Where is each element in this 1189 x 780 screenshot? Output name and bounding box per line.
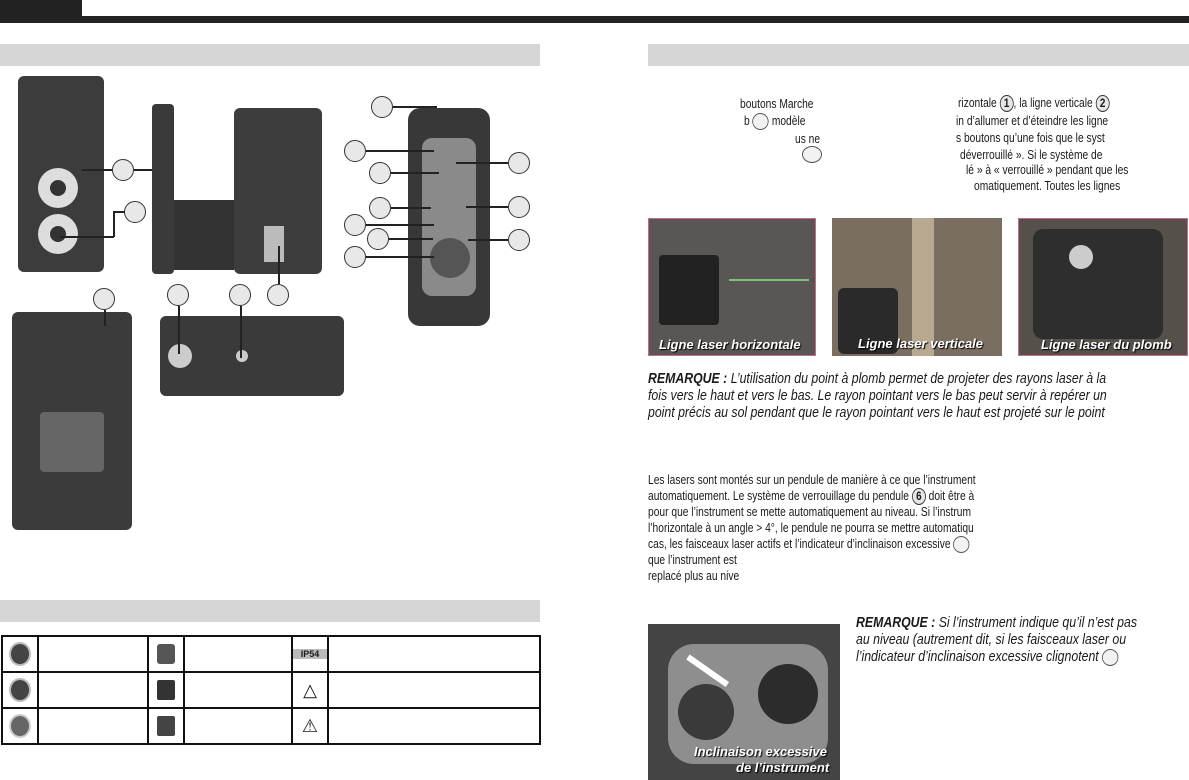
table-cell bbox=[328, 708, 540, 744]
callout-circle bbox=[508, 196, 530, 218]
callout-circle bbox=[112, 159, 134, 181]
note-remarque: REMARQUE : L’utilisation du point à plomb permet de projeter des rayons laser à la bbox=[648, 370, 1107, 387]
leader-line bbox=[178, 306, 180, 354]
photo-caption: Ligne laser verticale bbox=[858, 336, 984, 351]
leader-line bbox=[60, 236, 114, 238]
callout-circle bbox=[753, 113, 769, 130]
table-cell bbox=[38, 672, 148, 708]
leader-line bbox=[113, 211, 115, 237]
callout-circle bbox=[1102, 649, 1118, 666]
table-cell bbox=[328, 672, 540, 708]
battery-icon bbox=[157, 644, 175, 664]
photo-caption: Inclinaison excessive bbox=[694, 744, 827, 759]
note-line: fois vers le haut et vers le bas. Le rayon pointant vers le bas peut servir à repérer un bbox=[648, 387, 1107, 404]
callout-circle bbox=[344, 140, 366, 162]
leader-line bbox=[366, 256, 434, 258]
leader-line bbox=[366, 150, 434, 152]
text-line: que l’instrument est bbox=[648, 553, 737, 567]
bracket-view bbox=[152, 104, 174, 274]
table-cell bbox=[184, 708, 292, 744]
leader-line bbox=[393, 106, 437, 108]
table-cell bbox=[2, 672, 38, 708]
callout-circle bbox=[953, 536, 969, 553]
text-fragment: boutons Marche bbox=[740, 97, 814, 111]
table-cell bbox=[38, 636, 148, 672]
text-fragment: déverrouillé ». Si le système de bbox=[960, 148, 1103, 162]
power-icon bbox=[9, 642, 31, 666]
laser-warning-icon: △ bbox=[303, 680, 317, 700]
section-bar-modes bbox=[648, 44, 1189, 66]
callout-circle bbox=[508, 152, 530, 174]
callout-number: 2 bbox=[1096, 95, 1110, 112]
callout-circle bbox=[267, 284, 289, 306]
text-fragment: s boutons qu’une fois que le syst bbox=[956, 131, 1105, 145]
section-bar-parts bbox=[0, 44, 540, 66]
leader-line bbox=[366, 224, 434, 226]
note-line: au niveau (autrement dit, si les faisceaux laser ou bbox=[856, 631, 1127, 648]
table-cell bbox=[148, 636, 184, 672]
leader-line bbox=[456, 162, 508, 164]
leader-line bbox=[391, 207, 431, 209]
leader-line bbox=[113, 211, 125, 213]
callout-circle bbox=[508, 229, 530, 251]
callout-number: 1 bbox=[1000, 95, 1014, 112]
leader-line bbox=[278, 246, 280, 284]
table-cell bbox=[148, 708, 184, 744]
photo-horizontal-line bbox=[648, 218, 816, 356]
text-line: cas, les faisceaux laser actifs et l’indicateur d’inclinaison excessive bbox=[648, 536, 970, 553]
text-line: l’horizontale à un angle > 4°, le pendule ne pourra se mettre automatiqu bbox=[648, 521, 974, 535]
note-line: point précis au sol pendant que le rayon pointant vers le haut est projeté sur le point bbox=[648, 404, 1105, 421]
leader-line bbox=[104, 310, 106, 326]
text-line: pour que l’instrument se mette automatiquement au niveau. Si l’instrum bbox=[648, 505, 972, 519]
header-block bbox=[0, 0, 82, 16]
table-cell bbox=[292, 672, 328, 708]
pack-icon bbox=[157, 716, 175, 736]
callout-circle bbox=[369, 197, 391, 219]
photo-caption: Ligne laser horizontale bbox=[659, 337, 801, 352]
magnetic-holder bbox=[12, 312, 132, 530]
text-fragment: lé » à « verrouillé » pendant que les bbox=[966, 163, 1129, 177]
photo-caption: de l’instrument bbox=[736, 760, 830, 775]
brand-icon bbox=[157, 680, 175, 700]
leader-line bbox=[389, 238, 433, 240]
callout-circle bbox=[167, 284, 189, 306]
callout-circle bbox=[802, 146, 822, 164]
leader-line bbox=[468, 239, 508, 241]
laser-bottom-view bbox=[160, 316, 344, 396]
leader-line bbox=[82, 169, 112, 171]
table-cell bbox=[38, 708, 148, 744]
callout-circle bbox=[344, 246, 366, 268]
table-row bbox=[2, 708, 540, 744]
photo-caption: Ligne laser du plomb bbox=[1041, 337, 1172, 352]
text-line: replacé plus au nive bbox=[648, 569, 740, 583]
text-line: automatiquement. Le système de verrouillage du pendule 6 doit être à bbox=[648, 489, 975, 504]
leader-line bbox=[240, 306, 242, 358]
warning-icon: ⚠ bbox=[301, 716, 319, 736]
table-cell bbox=[292, 636, 328, 672]
table-cell bbox=[328, 636, 540, 672]
table-cell bbox=[184, 672, 292, 708]
table-cell bbox=[148, 672, 184, 708]
note-remarque: REMARQUE : Si l’instrument indique qu’il n’est pas bbox=[856, 614, 1137, 631]
table-cell bbox=[292, 708, 328, 744]
table-row bbox=[2, 672, 540, 708]
text-fragment: omatiquement. Toutes les lignes bbox=[974, 179, 1121, 193]
callout-circle bbox=[371, 96, 393, 118]
note-line: l’indicateur d’inclinaison excessive clignotent bbox=[856, 648, 1119, 666]
callout-circle bbox=[93, 288, 115, 310]
callout-circle bbox=[367, 228, 389, 250]
table-cell bbox=[184, 636, 292, 672]
photo-vertical-line bbox=[832, 218, 1002, 356]
text-fragment: b modèle bbox=[744, 113, 805, 130]
photo-tilt-indicator bbox=[648, 624, 840, 780]
text-fragment: in d’allumer et d’éteindre les ligne bbox=[956, 114, 1109, 128]
section-bar-symbols bbox=[0, 600, 540, 622]
leader-line bbox=[466, 206, 508, 208]
text-fragment: rizontale 1 , la ligne verticale 2 bbox=[958, 95, 1110, 112]
leader-line bbox=[134, 169, 152, 171]
header-rule bbox=[0, 16, 1189, 23]
laser-front-view bbox=[18, 76, 104, 272]
table-cell bbox=[2, 636, 38, 672]
photo-plumb-line bbox=[1018, 218, 1188, 356]
callout-circle bbox=[369, 162, 391, 184]
callout-circle bbox=[124, 201, 146, 223]
callout-circle bbox=[229, 284, 251, 306]
dot-icon bbox=[9, 714, 31, 738]
ip54-icon: IP54 bbox=[293, 649, 327, 659]
text-fragment: us ne bbox=[795, 132, 821, 146]
table-row bbox=[2, 636, 540, 672]
minus-icon bbox=[9, 678, 31, 702]
symbols-table bbox=[1, 635, 541, 745]
text-line: Les lasers sont montés sur un pendule de manière à ce que l’instrument bbox=[648, 473, 976, 487]
laser-back-view bbox=[408, 108, 490, 326]
callout-circle bbox=[344, 214, 366, 236]
bracket-base bbox=[174, 200, 234, 270]
table-cell bbox=[2, 708, 38, 744]
callout-number: 6 bbox=[912, 488, 926, 505]
leader-line bbox=[391, 172, 439, 174]
